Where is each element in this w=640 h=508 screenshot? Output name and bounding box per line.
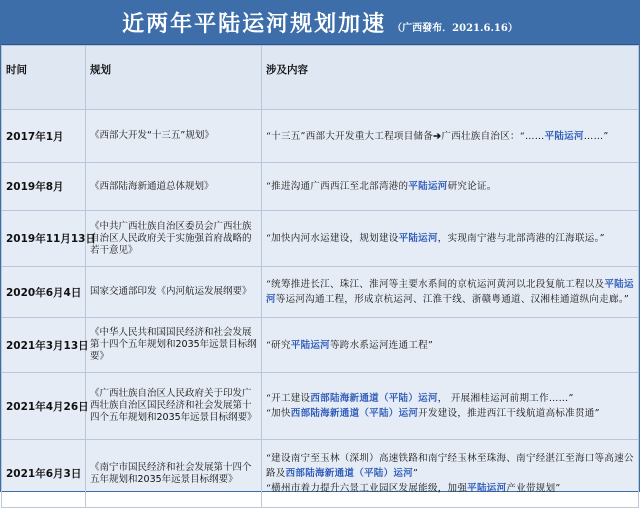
content-text: 产业带规划”	[506, 483, 561, 494]
content-text: “加快内河水运建设，规划建设	[266, 233, 399, 244]
row-content	[262, 318, 639, 373]
content-text: “加快	[266, 408, 291, 419]
title-banner	[1, 1, 639, 45]
highlight-text: 平陆运河	[290, 339, 330, 351]
highlight-text: 平陆运河	[467, 483, 507, 494]
content-text: 研究论证。	[447, 181, 497, 192]
content-paragraph	[266, 391, 634, 406]
content-text: “十三五”西部大开发重大工程项目储备	[266, 130, 434, 142]
highlight-text: 西部陆海新通道（平陆）运河	[310, 393, 438, 404]
content-text: 开发建设，推进西江干线航道高标准贯通”	[418, 408, 600, 419]
table-row	[2, 211, 639, 267]
content-text: ，实现南宁港与北部湾港的江海联运。”	[437, 233, 605, 244]
highlight-text: 平陆运河	[398, 233, 438, 244]
table-header-row	[2, 46, 639, 110]
row-time: 2021年6月3日	[2, 440, 86, 508]
content-paragraph	[266, 481, 634, 496]
row-content	[262, 211, 639, 267]
row-time: 2020年6月4日	[2, 267, 86, 318]
arrow-icon: ➔	[433, 130, 442, 142]
page-subtitle: （广西發布．2021.6.16）	[392, 23, 518, 34]
content-text: “推进沟通广西西江至北部湾港的	[266, 181, 409, 192]
row-plan: 《南宁市国民经济和社会发展第十四个五年规划和2035年远景目标纲要》	[86, 440, 262, 508]
content-text: 广西壮族自治区：“……	[441, 130, 545, 142]
highlight-text: 平陆运河	[408, 181, 448, 192]
row-time: 2019年11月13日	[2, 211, 86, 267]
row-plan: 《西部陆海新通道总体规划》	[86, 163, 262, 211]
content-text: 等运河沟通工程，形成京杭运河、江淮干线、浙赣粤通道、汉湘桂通道纵向走廊。”	[275, 294, 630, 305]
content-paragraph	[266, 451, 634, 481]
row-plan: 《中共广西壮族自治区委员会广西壮族自治区人民政府关于实施强首府战略的若干意见》	[86, 211, 262, 267]
timeline-table	[1, 45, 639, 508]
table-row	[2, 267, 639, 318]
content-text: ……”	[583, 130, 609, 142]
content-text: “建设南宁至玉林（深圳）高速铁路和南宁经玉林至珠海、南宁经湛江至海口等高速公路及	[266, 453, 634, 479]
content-text: “横州市着力提升六景工业园区发展能级，加强	[266, 483, 468, 494]
row-content	[262, 267, 639, 318]
row-content	[262, 163, 639, 211]
row-time: 2019年8月	[2, 163, 86, 211]
row-plan: 《广西壮族自治区人民政府关于印发广西壮族自治区国民经济和社会发展第十四个五年规划和2035年远景目标纲要》	[86, 373, 262, 440]
page-title: 近两年平陆运河规划加速	[122, 11, 387, 37]
table-row	[2, 110, 639, 163]
highlight-text: 西部陆海新通道（平陆）运河	[290, 408, 419, 419]
row-time: 2021年3月13日	[2, 318, 86, 373]
row-plan: 《西部大开发“十三五”规划》	[86, 110, 262, 163]
table-row	[2, 163, 639, 211]
content-text: “开工建设	[266, 393, 311, 404]
row-plan: 《中华人民共和国国民经济和社会发展第十四个五年规划和2035年远景目标纲要》	[86, 318, 262, 373]
content-paragraph	[266, 406, 634, 421]
row-time: 2017年1月	[2, 110, 86, 163]
content-text: “统筹推进长江、珠江、淮河等主要水系间的京杭运河黄河以北段复航工程以及	[266, 279, 605, 290]
row-content	[262, 440, 639, 508]
row-content	[262, 110, 639, 163]
header-plan: 规划	[86, 46, 262, 110]
table-row	[2, 373, 639, 440]
highlight-text: 平陆运河	[544, 130, 584, 142]
table-row	[2, 440, 639, 508]
highlight-text: 西部陆海新通道（平陆）运河	[285, 468, 414, 479]
header-content: 涉及内容	[262, 46, 639, 110]
highlight-text: 平陆运河	[266, 279, 634, 305]
row-content	[262, 373, 639, 440]
row-plan: 国家交通部印发《内河航运发展纲要》	[86, 267, 262, 318]
row-time: 2021年4月26日	[2, 373, 86, 440]
header-time: 时间	[2, 46, 86, 110]
content-text: 等跨水系运河连通工程”	[329, 339, 434, 351]
content-text: “研究	[266, 339, 291, 351]
content-text: ”	[413, 468, 419, 479]
content-text: ， 开展湘桂运河前期工作……”	[437, 393, 574, 404]
table-row	[2, 318, 639, 373]
